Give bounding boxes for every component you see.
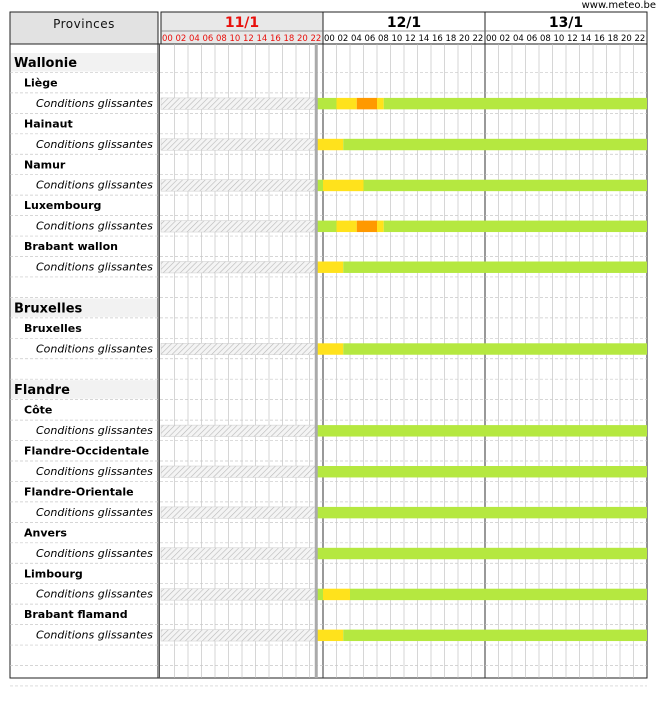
header-hour-label: 04 (513, 34, 524, 44)
past-hatch (161, 548, 316, 559)
past-hatch (161, 343, 316, 354)
warning-segment-green (316, 221, 336, 232)
warning-segment-yellow (337, 98, 357, 109)
condition-label: Conditions glissantes (36, 342, 153, 356)
past-hatch (161, 139, 316, 150)
condition-label: Conditions glissantes (36, 260, 153, 274)
header-day-label: 12/1 (386, 15, 422, 31)
condition-label: Conditions glissantes (36, 424, 153, 438)
watermark: www.meteo.be (581, 0, 656, 11)
warning-segment-green (343, 630, 647, 641)
province-label: Anvers (24, 526, 67, 540)
past-hatch (161, 630, 316, 641)
header-hour-label: 14 (256, 34, 268, 44)
warning-segment-green (316, 507, 647, 518)
province-label: Brabant wallon (24, 240, 118, 254)
warning-segment-green (316, 98, 336, 109)
header-hour-label: 16 (594, 34, 605, 44)
header-hour-label: 22 (310, 34, 322, 44)
header-hour-label: 18 (283, 34, 295, 44)
warning-segment-orange (357, 98, 377, 109)
header-day-label: 13/1 (548, 15, 584, 31)
warning-segment-yellow (323, 180, 364, 191)
warning-segment-green (316, 466, 647, 477)
warning-segment-green (316, 548, 647, 559)
header-hour-label: 04 (351, 34, 362, 44)
header-hour-label: 12 (567, 34, 578, 44)
header-hour-label: 04 (189, 34, 200, 44)
warning-segment-green (316, 425, 647, 436)
warning-segment-yellow (316, 630, 343, 641)
condition-label: Conditions glissantes (36, 505, 153, 519)
past-hatch (161, 507, 316, 518)
warning-segment-yellow (316, 343, 343, 354)
warning-segment-yellow (377, 98, 384, 109)
province-label: Hainaut (24, 117, 73, 131)
condition-label: Conditions glissantes (36, 219, 153, 233)
province-label: Liège (24, 76, 58, 90)
header-provinces-title: Provinces (53, 17, 115, 31)
header-hour-label: 06 (364, 34, 376, 44)
header-hour-label: 08 (540, 34, 551, 44)
past-hatch (161, 425, 316, 436)
region-label: Flandre (14, 383, 70, 399)
header-hour-label: 12 (405, 34, 416, 44)
past-hatch (161, 589, 316, 600)
warning-segment-yellow (377, 221, 384, 232)
header-hour-label: 10 (553, 34, 565, 44)
condition-label: Conditions glissantes (36, 137, 153, 151)
header-hour-label: 08 (216, 34, 227, 44)
province-label: Brabant flamand (24, 608, 128, 622)
province-label: Bruxelles (24, 321, 82, 335)
header-hour-label: 10 (229, 34, 241, 44)
condition-label: Conditions glissantes (36, 465, 153, 478)
header-hour-label: 02 (499, 34, 511, 44)
condition-label: Conditions glissantes (36, 628, 153, 642)
province-label: Côte (24, 403, 53, 417)
warning-segment-yellow (323, 589, 350, 600)
province-label: Flandre-Occidentale (24, 444, 150, 458)
header-hour-label: 00 (324, 34, 335, 44)
header-hour-label: 10 (391, 34, 403, 44)
province-label: Flandre-Orientale (24, 485, 134, 499)
header-hour-label: 16 (270, 34, 281, 44)
warning-segment-green (384, 98, 647, 109)
header-hour-label: 08 (378, 34, 389, 44)
warning-segment-yellow (337, 221, 357, 232)
past-hatch (161, 262, 316, 273)
header-hour-label: 00 (486, 34, 497, 44)
past-hatch (161, 180, 316, 191)
header-hour-label: 00 (162, 34, 173, 44)
condition-label: Conditions glissantes (36, 96, 153, 110)
condition-label: Conditions glissantes (36, 178, 153, 192)
region-label: Wallonie (14, 56, 78, 71)
past-hatch (161, 98, 316, 109)
header-day-label: 11/1 (224, 15, 260, 31)
header-hour-label: 06 (202, 34, 214, 44)
header-hour-label: 14 (418, 34, 430, 44)
warning-segment-green (384, 221, 647, 232)
province-label: Limbourg (24, 567, 83, 581)
condition-label: Conditions glissantes (36, 546, 153, 560)
province-label: Luxembourg (24, 199, 102, 213)
warning-segment-green (364, 180, 648, 191)
header-hour-label: 20 (297, 34, 308, 44)
past-hatch (161, 466, 316, 477)
header-hour-label: 20 (459, 34, 470, 44)
header-hour-label: 06 (526, 34, 538, 44)
past-hatch (161, 221, 316, 232)
province-label: Namur (24, 158, 66, 172)
warning-segment-green (343, 139, 647, 150)
region-label: Bruxelles (14, 301, 83, 317)
header-hour-label: 22 (472, 34, 484, 44)
header-hour-label: 14 (580, 34, 592, 44)
warning-segment-green (343, 343, 647, 354)
header-hour-label: 18 (445, 34, 457, 44)
warning-segment-yellow (316, 262, 343, 273)
header-hour-label: 20 (621, 34, 632, 44)
warning-segment-orange (357, 221, 377, 232)
header-hour-label: 02 (337, 34, 349, 44)
header-hour-label: 16 (432, 34, 443, 44)
header-hour-label: 22 (634, 34, 646, 44)
condition-label: Conditions glissantes (36, 587, 153, 601)
header-hour-label: 12 (243, 34, 254, 44)
header-hour-label: 18 (607, 34, 619, 44)
warning-segment-green (343, 262, 647, 273)
header-hour-label: 02 (175, 34, 187, 44)
warning-segment-yellow (316, 139, 343, 150)
warning-segment-green (350, 589, 647, 600)
